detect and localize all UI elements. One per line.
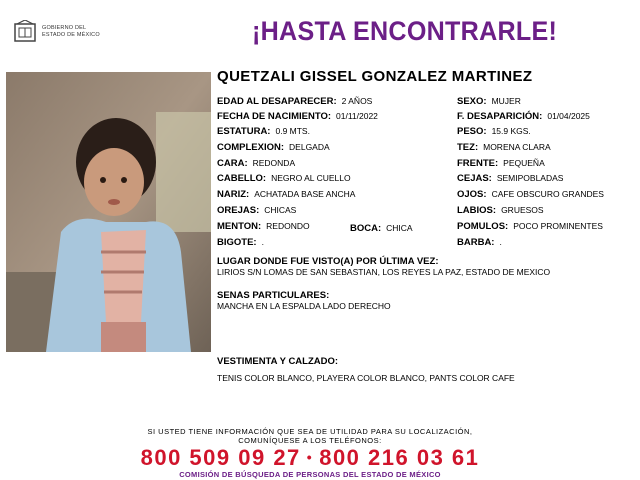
field-value: POCO PROMINENTES	[513, 221, 603, 231]
government-logo	[8, 18, 118, 46]
field-label: F. DESAPARICIÓN:	[457, 111, 543, 122]
field-orejas	[217, 205, 296, 216]
field-pomulos	[457, 221, 603, 232]
field-label: LABIOS:	[457, 205, 497, 216]
field-fecha-desaparicion	[457, 111, 590, 122]
field-label: EDAD AL DESAPARECER:	[217, 96, 337, 107]
field-fecha-nacimiento	[217, 111, 378, 122]
field-label: CEJAS:	[457, 173, 492, 184]
field-tez	[457, 142, 551, 153]
field-barba	[457, 237, 502, 248]
field-sexo	[457, 96, 521, 107]
field-value: .	[261, 237, 264, 247]
section-clothing	[217, 356, 515, 383]
field-label: ESTATURA:	[217, 126, 271, 137]
field-label: OJOS:	[457, 189, 487, 200]
section-value: MANCHA EN LA ESPALDA LADO DERECHO	[217, 301, 391, 311]
field-value: 01/04/2025	[547, 111, 590, 121]
field-value: NEGRO AL CUELLO	[271, 173, 351, 183]
field-value: SEMIPOBLADAS	[496, 173, 564, 183]
field-label: OREJAS:	[217, 205, 260, 216]
field-ojos	[457, 189, 604, 200]
field-value: 0.9 MTS.	[275, 126, 310, 136]
field-cabello	[217, 173, 351, 184]
field-value: 15.9 KGS.	[491, 126, 531, 136]
section-distinguishing-marks	[217, 290, 391, 311]
coat-of-arms-icon	[12, 20, 38, 44]
field-label: MENTON:	[217, 221, 262, 232]
logo-text	[42, 25, 100, 39]
field-label: NARIZ:	[217, 189, 250, 200]
field-cejas	[457, 173, 563, 184]
field-value: CHICAS	[264, 205, 297, 215]
field-label: FECHA DE NACIMIENTO:	[217, 111, 331, 122]
logo-line2: ESTADO DE MÉXICO	[42, 32, 100, 38]
field-label: BARBA:	[457, 237, 495, 248]
field-label: SEXO:	[457, 96, 487, 107]
field-bigote	[217, 237, 264, 248]
missing-person-photo	[6, 72, 211, 352]
person-name: QUETZALI GISSEL GONZALEZ MARTINEZ	[217, 68, 533, 85]
field-label: CABELLO:	[217, 173, 267, 184]
field-value: PEQUEÑA	[503, 158, 545, 168]
field-label: COMPLEXION:	[217, 142, 285, 153]
field-value: REDONDA	[252, 158, 296, 168]
field-value: 2 AÑOS	[341, 96, 373, 106]
field-edad	[217, 96, 372, 107]
field-value: GRUESOS	[501, 205, 544, 215]
section-value: TENIS COLOR BLANCO, PLAYERA COLOR BLANCO, PANTS COLOR CAFE	[217, 373, 515, 383]
field-label: BOCA:	[350, 223, 382, 234]
field-menton	[217, 221, 310, 232]
field-complexion	[217, 142, 330, 153]
section-last-seen	[217, 256, 550, 277]
field-label: FRENTE:	[457, 158, 499, 169]
phone-numbers	[0, 445, 620, 471]
field-value: MORENA CLARA	[483, 142, 551, 152]
field-label: CARA:	[217, 158, 248, 169]
field-label: PESO:	[457, 126, 487, 137]
phone-separator: •	[306, 449, 314, 465]
field-frente	[457, 158, 545, 169]
field-label: TEZ:	[457, 142, 479, 153]
field-value: 01/11/2022	[336, 111, 378, 121]
field-value: CAFE OBSCURO GRANDES	[491, 189, 604, 199]
field-label: POMULOS:	[457, 221, 509, 232]
field-value: MUJER	[491, 96, 521, 106]
headline: ¡HASTA ENCONTRARLE!	[252, 16, 558, 46]
phone-number-1[interactable]: 800 509 09 27	[140, 445, 301, 470]
field-value: ACHATADA BASE ANCHA	[254, 189, 356, 199]
field-nariz	[217, 189, 355, 200]
section-label: VESTIMENTA Y CALZADO:	[217, 356, 339, 367]
field-boca	[350, 223, 413, 234]
field-cara	[217, 158, 295, 169]
logo-line1: GOBIERNO DEL	[42, 25, 87, 31]
footer-note-line1: SI USTED TIENE INFORMACIÓN QUE SEA DE UTILIDAD PARA SU LOCALIZACIÓN,	[147, 427, 473, 436]
phone-number-2[interactable]: 800 216 03 61	[319, 445, 480, 470]
footer-note-line2: COMUNÍQUESE A LOS TELÉFONOS:	[238, 436, 382, 445]
section-label: LUGAR DONDE FUE VISTO(A) POR ÚLTIMA VEZ:	[217, 256, 439, 267]
field-value: REDONDO	[266, 221, 310, 231]
field-value: .	[499, 237, 502, 247]
field-labios	[457, 205, 544, 216]
field-estatura	[217, 126, 310, 137]
section-label: SENAS PARTICULARES:	[217, 290, 330, 301]
field-value: DELGADA	[289, 142, 330, 152]
field-label: BIGOTE:	[217, 237, 257, 248]
field-peso	[457, 126, 531, 137]
field-value: CHICA	[386, 223, 413, 233]
section-value: LIRIOS S/N LOMAS DE SAN SEBASTIAN, LOS REYES LA PAZ, ESTADO DE MEXICO	[217, 267, 551, 277]
commission-name: COMISIÓN DE BÚSQUEDA DE PERSONAS DEL ESTADO DE MÉXICO	[179, 470, 441, 479]
